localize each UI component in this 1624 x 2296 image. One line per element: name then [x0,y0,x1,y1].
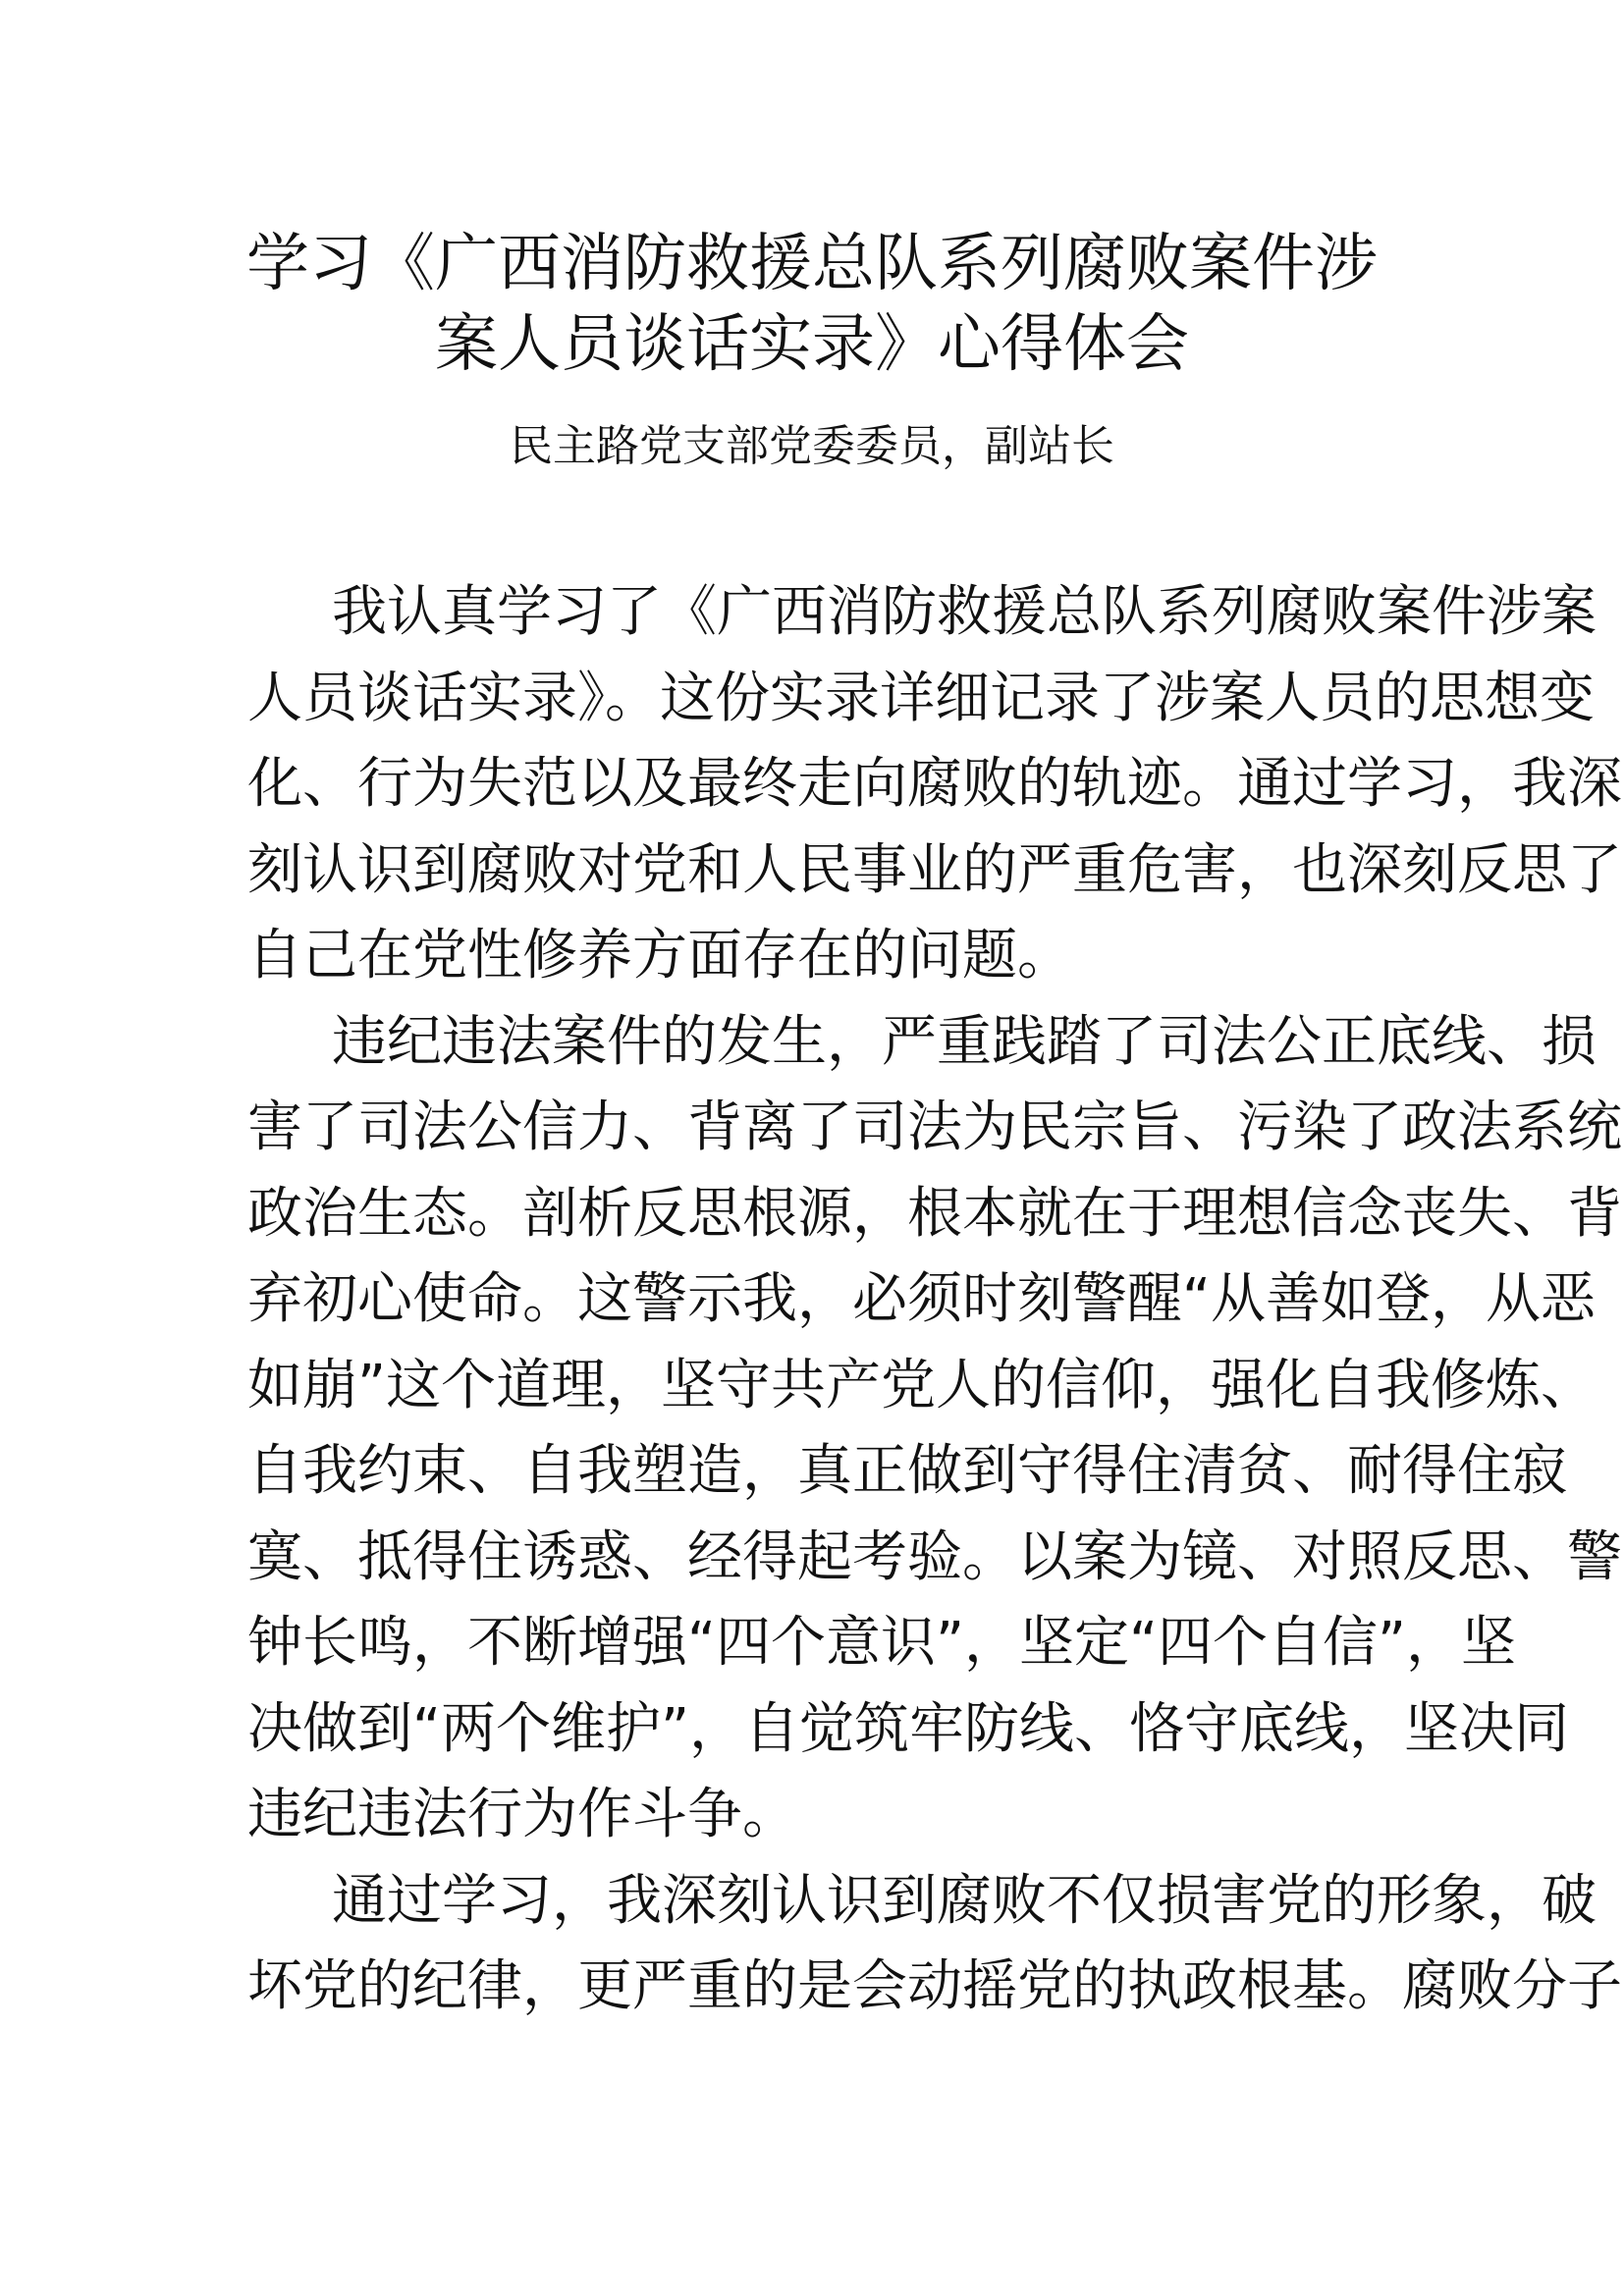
document-body [247,569,1622,2030]
text-line: 人员谈话实录》。这份实录详细记录了涉案人员的思想变 [247,666,1595,730]
author-line: 民主路党支部党委委员，副站长 [510,421,1114,471]
text-line: 弃初心使命。这警示我，必须时刻警醒“从善如登，从恶 [247,1267,1597,1331]
text-line: 化、行为失范以及最终走向腐败的轨迹。通过学习，我深 [247,752,1622,816]
text-line: 通过学习，我深刻认识到腐败不仅损害党的形象，破 [332,1868,1597,1933]
text-line: 违纪违法案件的发生，严重践踏了司法公正底线、损 [332,1009,1597,1074]
text-line: 政治生态。剖析反思根源，根本就在于理想信念丧失、背 [247,1181,1622,1246]
text-line: 害了司法公信力、背离了司法为民宗旨、污染了政法系统 [247,1095,1622,1159]
text-line: 自我约束、自我塑造，真正做到守得住清贫、耐得住寂 [247,1439,1567,1503]
text-line: 坏党的纪律，更严重的是会动摇党的执政根基。腐败分子 [247,1954,1622,2018]
paragraph [247,999,1622,1858]
paragraph [247,569,1622,999]
text-line: 寞、抵得住诱惑、经得起考验。以案为镜、对照反思、警 [247,1524,1622,1589]
title-line: 案人员谈话实录》心得体会 [435,308,1189,381]
document-title [0,224,1624,385]
text-line: 自己在党性修养方面存在的问题。 [247,924,1072,988]
text-line: 刻认识到腐败对党和人民事业的严重危害，也深刻反思了 [247,837,1622,902]
text-line: 钟长鸣，不断增强“四个意识”，坚定“四个自信”，坚 [247,1611,1517,1675]
text-line: 我认真学习了《广西消防救援总队系列腐败案件涉案 [332,580,1597,644]
text-line: 决做到“两个维护”，自觉筑牢防线、恪守底线，坚决同 [247,1696,1570,1761]
text-line: 违纪违法行为作斗争。 [247,1783,797,1846]
paragraph [247,1858,1622,2030]
text-line: 如崩”这个道理，坚守共产党人的信仰，强化自我修炼、 [247,1353,1597,1417]
title-line: 学习《广西消防救援总队系列腐败案件涉 [246,228,1378,300]
